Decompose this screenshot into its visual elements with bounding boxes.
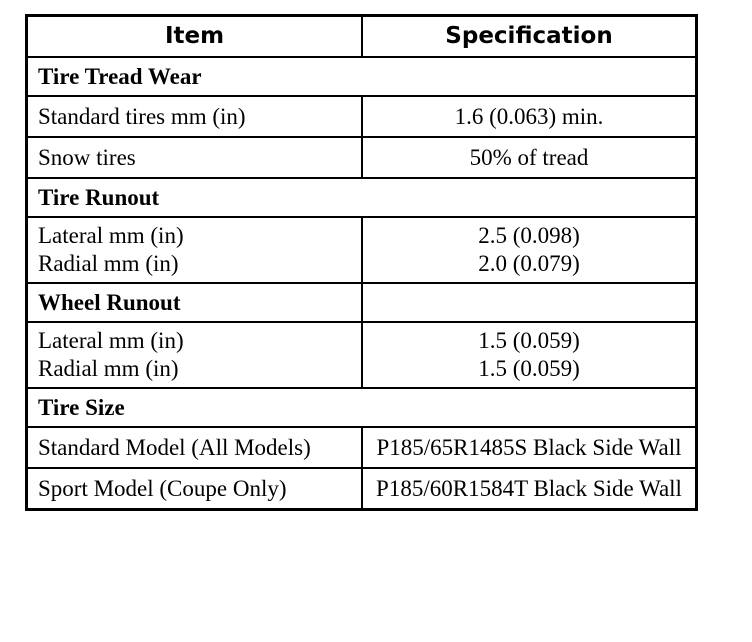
spec-line-radial: 2.0 (0.079) (478, 251, 580, 276)
column-header-specification: Specification (445, 23, 613, 49)
section-title: Tire Tread Wear (38, 64, 202, 89)
spec-line-radial: 1.5 (0.059) (478, 356, 580, 381)
section-row-tire-runout (28, 177, 695, 216)
section-title: Tire Size (38, 395, 125, 420)
item-cell: Standard tires mm (in) (28, 97, 363, 136)
section-title: Tire Runout (38, 185, 160, 210)
table-row (28, 426, 695, 467)
item-cell (28, 323, 363, 387)
spec-line-lateral: 2.5 (0.098) (478, 223, 580, 248)
item-line-radial: Radial mm (in) (38, 356, 179, 381)
table-row (28, 136, 695, 177)
column-header-item: Item (28, 17, 363, 56)
spec-line-lateral: 1.5 (0.059) (478, 328, 580, 353)
section-spec-empty (363, 284, 695, 321)
spec-cell: P185/60R1584T Black Side Wall (376, 476, 682, 501)
section-row-wheel-runout (28, 282, 695, 321)
spec-cell: 1.6 (0.063) min. (454, 104, 604, 129)
spec-cell: 50% of tread (469, 145, 589, 170)
table-row (28, 467, 695, 508)
table-header-row (28, 17, 695, 56)
page-scan-artifact (45, 600, 165, 610)
table-row (28, 216, 695, 282)
item-line-lateral: Lateral mm (in) (38, 223, 184, 248)
section-row-tire-size (28, 387, 695, 426)
table-row (28, 321, 695, 387)
specification-table (25, 14, 698, 511)
spec-cell (363, 218, 695, 282)
section-row-tire-tread-wear (28, 56, 695, 95)
item-line-radial: Radial mm (in) (38, 251, 179, 276)
item-cell: Standard Model (All Models) (28, 428, 363, 467)
item-cell: Snow tires (28, 138, 363, 177)
item-cell: Sport Model (Coupe Only) (28, 469, 363, 508)
item-line-lateral: Lateral mm (in) (38, 328, 184, 353)
item-cell (28, 218, 363, 282)
section-title: Wheel Runout (28, 284, 363, 321)
spec-cell (363, 323, 695, 387)
table-row (28, 95, 695, 136)
spec-cell: P185/65R1485S Black Side Wall (376, 435, 682, 460)
